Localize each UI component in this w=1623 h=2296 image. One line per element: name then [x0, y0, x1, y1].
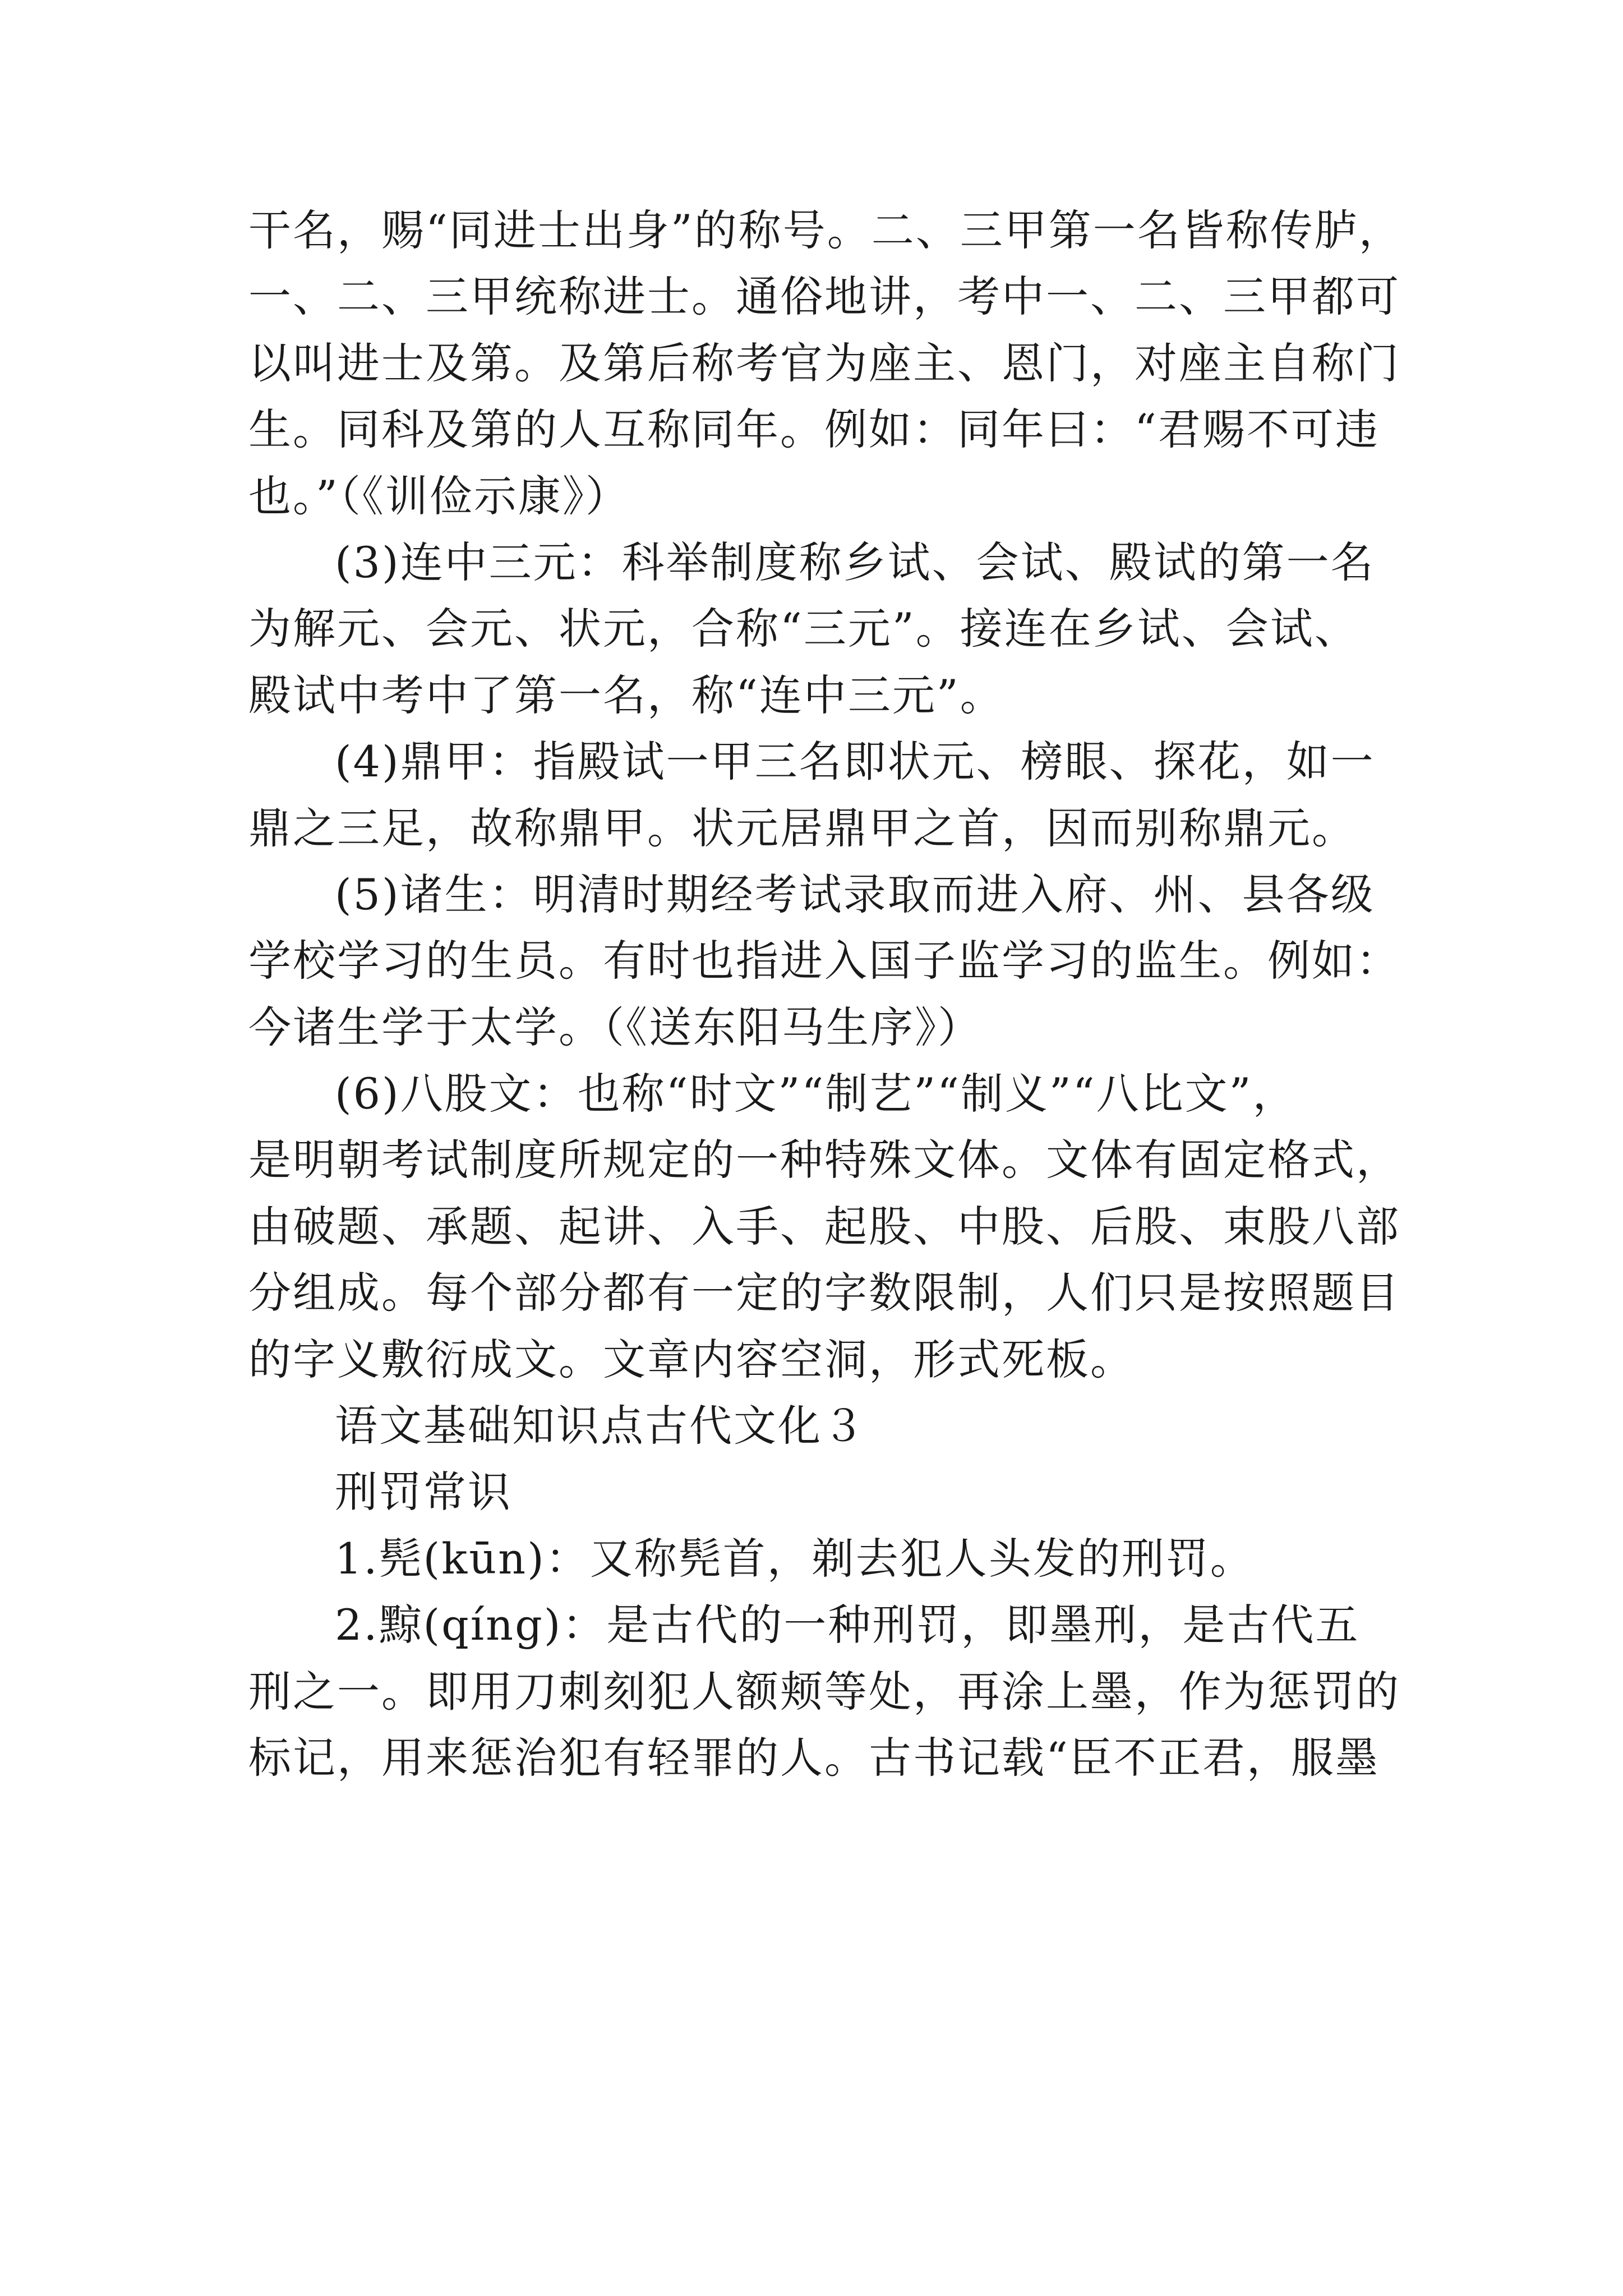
- text-line: 为解元、会元、状元，合称“三元”。接连在乡试、会试、: [248, 604, 1359, 654]
- paragraph-start-line: 2.黥(qíng)：是古代的一种刑罚，即墨刑，是古代五: [335, 1600, 1360, 1650]
- text-line: 殿试中考中了第一名，称“连中三元”。: [248, 670, 1004, 720]
- section-heading: 语文基础知识点古代文化３: [335, 1401, 866, 1451]
- text-line: 由破题、承题、起讲、入手、起股、中股、后股、束股八部: [248, 1201, 1400, 1251]
- text-line: 鼎之三足，故称鼎甲。状元居鼎甲之首，因而别称鼎元。: [248, 803, 1356, 853]
- paragraph-start-line: (5)诸生：明清时期经考试录取而进入府、州、县各级: [335, 869, 1375, 919]
- paragraph-start-line: (6)八股文：也称“时文”“制艺”“制义”“八比文”，: [335, 1069, 1297, 1119]
- text-line: 分组成。每个部分都有一定的字数限制，人们只是按照题目: [248, 1268, 1400, 1318]
- text-line: 标记，用来惩治犯有轻罪的人。古书记载“臣不正君，服墨: [248, 1732, 1380, 1783]
- text-line: 今诸生学于太学。（《送东阳马生序》）: [248, 1002, 982, 1052]
- paragraph-start-line: 1.髡(kūn)：又称髡首，剃去犯人头发的刑罚。: [335, 1533, 1255, 1584]
- paragraph-start-line: (4)鼎甲：指殿试一甲三名即状元、榜眼、探花，如一: [335, 737, 1375, 787]
- subsection-heading: 刑罚常识: [335, 1467, 512, 1517]
- document-body: [248, 197, 1403, 1791]
- text-line: 刑之一。即用刀刺刻犯人额颊等处，再涂上墨，作为惩罚的: [248, 1666, 1400, 1717]
- text-line: 生。同科及第的人互称同年。例如：同年曰：“君赐不可违: [248, 404, 1380, 455]
- text-line: 的字义敷衍成文。文章内容空洞，形式死板。: [248, 1334, 1135, 1384]
- text-line: 一、二、三甲统称进士。通俗地讲，考中一、二、三甲都可: [248, 272, 1400, 322]
- text-line: 以叫进士及第。及第后称考官为座主、恩门，对座主自称门: [248, 338, 1400, 388]
- text-line: 是明朝考试制度所规定的一种特殊文体。文体有固定格式，: [248, 1135, 1400, 1185]
- text-line: 学校学习的生员。有时也指进入国子监学习的监生。例如：: [248, 936, 1400, 986]
- paragraph-start-line: (3)连中三元：科举制度称乡试、会试、殿试的第一名: [335, 537, 1375, 587]
- text-line: 干名，赐“同进士出身”的称号。二、三甲第一名皆称传胪，: [248, 205, 1403, 255]
- text-line: 也。”（《训俭示康》）: [248, 471, 630, 521]
